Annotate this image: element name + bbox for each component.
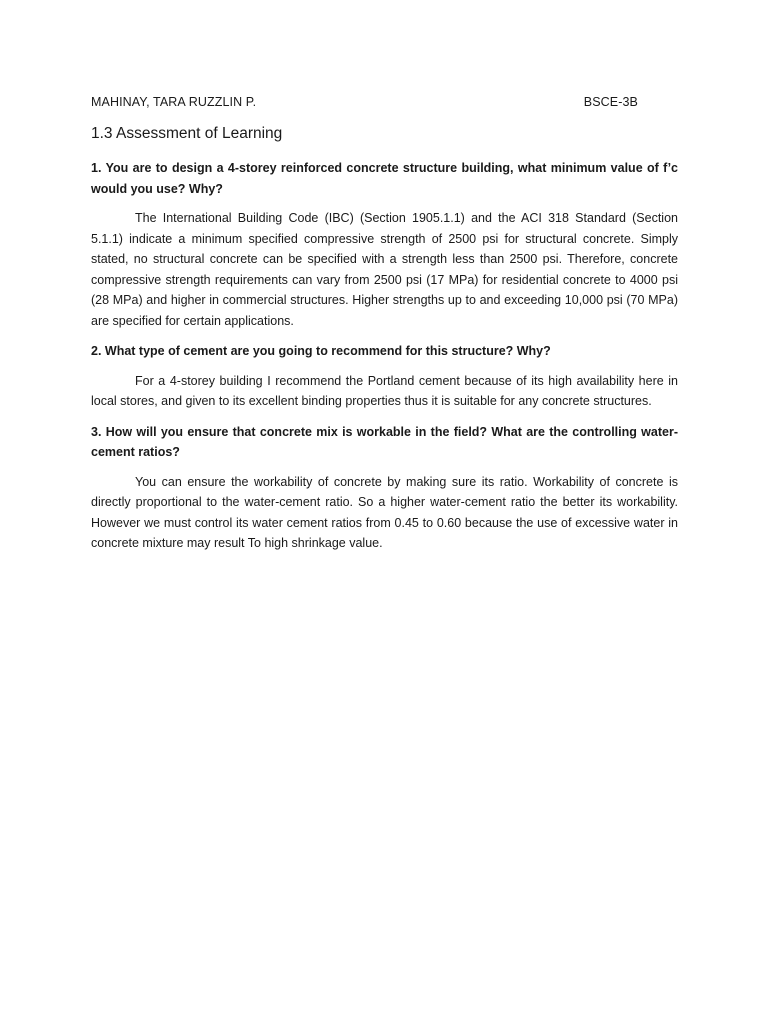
student-section: BSCE-3B [583, 95, 638, 109]
header-row [91, 95, 638, 111]
question-3: 3. How will you ensure that concrete mix is workable in the field? What are the controlling water-cement ratios? [91, 424, 678, 459]
title-number: 1 [91, 125, 100, 142]
question-2: 2. What type of cement are you going to recommend for this structure? Why? [91, 344, 551, 358]
question-1: 1. You are to design a 4-storey reinforced concrete structure building, what minimum value of f’c would you use? Why? [91, 161, 678, 196]
student-name: MAHINAY, TARA RUZZLIN P. [91, 95, 257, 109]
answer-2: For a 4-storey building I recommend the Portland cement because of its high availability here in local stores, and given to its excellent binding properties thus it is suitable for any concrete structures. [91, 373, 678, 408]
title-text: .3 Assessment of Learning [99, 125, 283, 142]
answer-3: You can ensure the workability of concrete by making sure its ratio. Workability of concrete is directly proportional to the water-cement ratio. So a higher water-cement ratio the better its workability. However we must control its water cement ratios from 0.45 to 0.60 because the use of excessive water in concrete mixture may result To high shrinkage value. [91, 474, 678, 550]
answer-1: The International Building Code (IBC) (Section 1905.1.1) and the ACI 318 Standard (Section 5.1.1) indicate a minimum specified compressive strength of 2500 psi for structural concrete. Simply stated, no structural concrete can be specified with a strength less than 2500 psi. Therefore, concrete compressive strength requirements can vary from 2500 psi (17 MPa) for residential concrete to 4000 psi (28 MPa) and higher in commercial structures. Higher strengths up to and exceeding 10,000 psi (70 MPa) are specified for certain applications. [91, 211, 678, 328]
page-title [91, 125, 282, 143]
document-body [91, 158, 678, 564]
